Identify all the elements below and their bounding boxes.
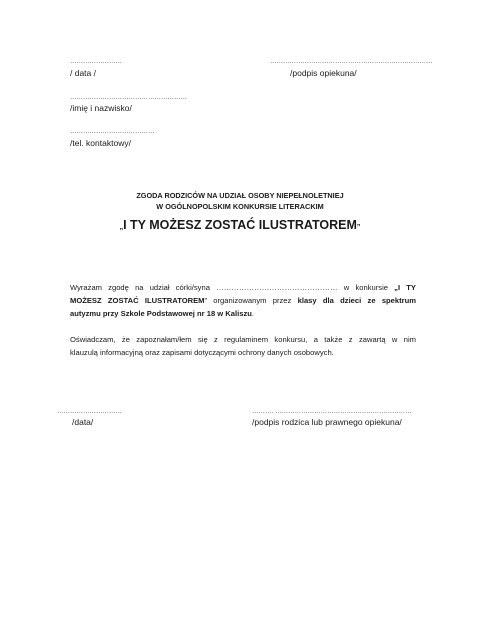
declaration-line-2: klauzulą informacyjną oraz zapisami dotyczącymi ochrony danych osobowych. xyxy=(70,348,334,357)
quote-close: ” xyxy=(356,224,361,231)
contest-name: I TY MOŻESZ ZOSTAĆ ILUSTRATOREM xyxy=(123,218,357,232)
quote-open: „ xyxy=(119,224,124,231)
consent-line-3 xyxy=(70,307,416,320)
organizer-inline-a: klasy dla dzieci ze spektrum xyxy=(297,296,417,305)
contest-name-inline-a: „I TY xyxy=(394,283,416,292)
title-line-1: ZGODA RODZICÓW NA UDZIAŁ OSOBY NIEPEŁNOLETNIEJ xyxy=(136,191,344,200)
parent-signature-label: /podpis rodzica lub prawnego opiekuna/ xyxy=(252,417,402,427)
declaration-line-1: Oświadczam, że zapoznałam/łem się z regulaminem konkursu, a także z zawartą w nim xyxy=(70,335,416,344)
consent-paragraph xyxy=(70,281,416,320)
declaration-paragraph xyxy=(70,333,416,359)
contest-name-inline-b: MOŻESZ ZOSTAĆ ILUSTRATOREM xyxy=(70,296,205,305)
consent-text-d: ” organizowanym przez xyxy=(204,296,298,305)
parent-signature-dotted-line: ………. ……………………………………………………… xyxy=(252,408,412,415)
date-label: / data / xyxy=(70,68,96,78)
guardian-signature-label: /podpis opiekuna/ xyxy=(290,68,357,78)
consent-text-g: . xyxy=(251,309,255,318)
phone-label: /tel. kontaktowy/ xyxy=(70,138,131,148)
footer-date-dotted-line: ………………………… xyxy=(57,408,122,415)
footer-date-label: /data/ xyxy=(72,417,94,427)
phone-dotted-line: ………………………………… xyxy=(70,128,155,135)
consent-line-2 xyxy=(70,294,416,307)
title-line-2: W OGÓLNOPOLSKIM KONKURSIE LITERACKIM xyxy=(156,202,324,211)
consent-line-1 xyxy=(70,281,416,294)
consent-text-a: Wyrażam zgodę na udział córki/syna ………………………………………… w konkursie xyxy=(70,283,395,292)
name-label: /imię i nazwisko/ xyxy=(70,103,132,113)
organizer-inline-b: autyzmu przy Szkole Podstawowej nr 18 w Kaliszu xyxy=(70,309,252,318)
name-dotted-line: ……………………………………………… xyxy=(70,94,187,101)
contest-title xyxy=(0,217,480,236)
date-dotted-line: …………………… xyxy=(70,58,122,65)
guardian-signature-dotted-line: ………………………………………………………………… xyxy=(270,58,433,65)
